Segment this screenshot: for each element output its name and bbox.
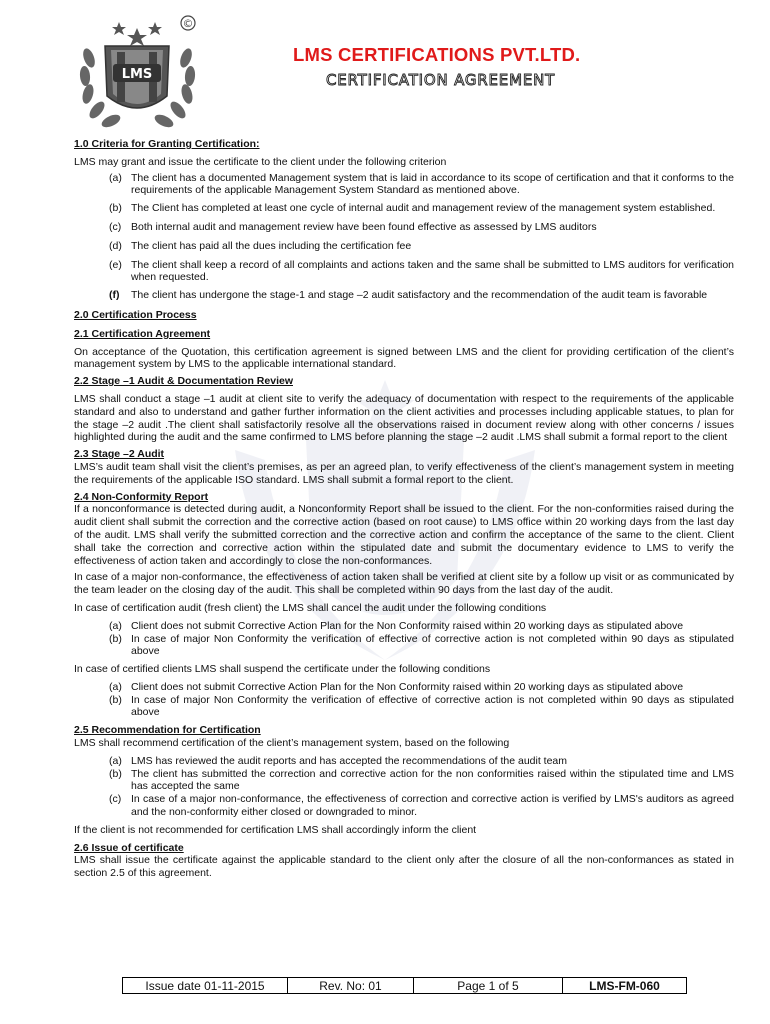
list-item: (b) The Client has completed at least one cycle of internal audit and management review of the management system established.: [109, 202, 716, 215]
document-title: CERTIFICATION AGREEMENT: [326, 71, 556, 89]
section-2-5-text: LMS shall recommend certification of the client’s management system, based on the following: [74, 737, 510, 750]
section-2-1-heading: 2.1 Certification Agreement: [74, 327, 211, 340]
lms-logo: [75, 14, 200, 132]
list-item: (c) In case of a major non-conformance, the effectiveness of correction and corrective action is verified by LMS's auditors as agreed and the non-conformity either closed or downgraded to minor.: [109, 793, 734, 819]
list-item: (b) The client has submitted the correction and corrective action for the non conformities raised within the stipulated time and LMS has accepted the same: [109, 767, 734, 793]
logo-text: LMS: [121, 67, 153, 82]
cancel-conditions-list: [74, 620, 734, 658]
section-2-4-text-a: If a nonconformance is detected during audit, a Nonconformity Report shall be issued to the client. For the non-conformities raised during the audit client shall submit the correction and the corrective action (based on root cause) to LMS office within 20 working days from the last day of the audit. LMS shall verify the submitted correction and the corrective action and confirm the acceptance of the same to the client. Client shall take the correction and corrective action within the stipulated date and submit the documentary evidence to LMS to verify the effectiveness of action taken and accordingly to close the non-conformances.: [74, 503, 734, 567]
form-number: LMS-FM-060: [563, 978, 687, 994]
list-item: (b) In case of major Non Conformity the verification of effective of corrective action is not completed within 90 days as stipulated above: [109, 632, 734, 658]
document-footer: [122, 977, 687, 994]
list-item: (d) The client has paid all the dues including the certification fee: [109, 239, 412, 252]
section-2-4-text-c: In case of certification audit (fresh client) the LMS shall cancel the audit under the following conditions: [74, 601, 547, 614]
section-2-6-text: LMS shall issue the certificate against the applicable standard to the client only after the closure of all the non-conformances as stated in section 2.5 of this agreement.: [74, 854, 734, 880]
section-2-1-text: On acceptance of the Quotation, this certification agreement is signed between LMS and the client for providing certification of the client’s management system by LMS to the applicable international standard.: [74, 345, 734, 371]
company-name: LMS CERTIFICATIONS PVT.LTD.: [293, 44, 581, 65]
section-2-6-heading: 2.6 Issue of certificate: [74, 841, 184, 854]
section-2-3-text: LMS’s audit team shall visit the client’s premises, as per an agreed plan, to verify effectiveness of the client’s management system in meeting the requirements of the applicable ISO standard. LMS shall submit a formal report to the client.: [74, 460, 734, 486]
list-item: (c) Both internal audit and management review have been found effective as assessed by LMS auditors: [109, 220, 597, 233]
criteria-list: [74, 172, 734, 302]
section-2-2-heading: 2.2 Stage –1 Audit & Documentation Review: [74, 375, 293, 388]
list-item: (f) The client has undergone the stage-1 and stage –2 audit satisfactory and the recommendation of the audit team is favorable: [109, 289, 708, 302]
section-2-5-text-b: If the client is not recommended for certification LMS shall accordingly inform the client: [74, 823, 477, 836]
section-2-4-text-d: In case of certified clients LMS shall suspend the certificate under the following conditions: [74, 663, 491, 676]
revision-number: Rev. No: 01: [288, 978, 414, 994]
section-2-heading: 2.0 Certification Process: [74, 308, 197, 321]
copyright-symbol: ©: [182, 17, 194, 30]
section-2-4-text-b: In case of a major non-conformance, the effectiveness of action taken shall be verified at client site by a follow up visit or as communicated by the team leader on the closing day of the audit. This shall be completed within 90 days from the last day of the audit.: [74, 571, 734, 597]
section-2-3-heading: 2.3 Stage –2 Audit: [74, 448, 165, 461]
suspend-conditions-list: [74, 681, 734, 719]
list-item: (a) Client does not submit Corrective Action Plan for the Non Conformity raised within 20 working days as stipulated above: [109, 619, 684, 632]
section-2-5-heading: 2.5 Recommendation for Certification: [74, 724, 261, 737]
section-2-4-heading: 2.4 Non-Conformity Report: [74, 490, 209, 503]
section-2-2-text: LMS shall conduct a stage –1 audit at client site to verify the adequacy of documentation with respect to the requirements of the applicable standard and also to understand and gather further information on the client activities and processes including applicable statues, to plan for the stage –2 audit .The client shall satisfactorily resolve all the observations raised in document review along with other concerns / issues highlighted during the audit and the same confirmed to LMS before planning the stage –2 audit .LMS shall submit a formal report to the client: [74, 392, 734, 444]
section-1-heading: 1.0 Criteria for Granting Certification:: [74, 138, 260, 150]
section-1-intro: LMS may grant and issue the certificate to the client under the following criterion: [74, 155, 447, 168]
issue-date: Issue date 01-11-2015: [123, 978, 288, 994]
page-number: Page 1 of 5: [414, 978, 563, 994]
agreement-body: [74, 138, 734, 880]
list-item: (b) In case of major Non Conformity the verification of effective of corrective action is not completed within 90 days as stipulated above: [109, 693, 734, 719]
list-item: (a) The client has a documented Management system that is laid in accordance to its scope of certification and that it conforms to the requirements of the applicable Management System Standard as mentioned above.: [109, 171, 734, 197]
list-item: (a) Client does not submit Corrective Action Plan for the Non Conformity raised within 20 working days as stipulated above: [109, 680, 684, 693]
list-item: (e) The client shall keep a record of all complaints and actions taken and the same shall be submitted to LMS auditors for verification when requested.: [109, 258, 734, 284]
list-item: (a) LMS has reviewed the audit reports and has accepted the recommendations of the audit team: [109, 754, 568, 767]
recommendation-list: [74, 755, 734, 819]
